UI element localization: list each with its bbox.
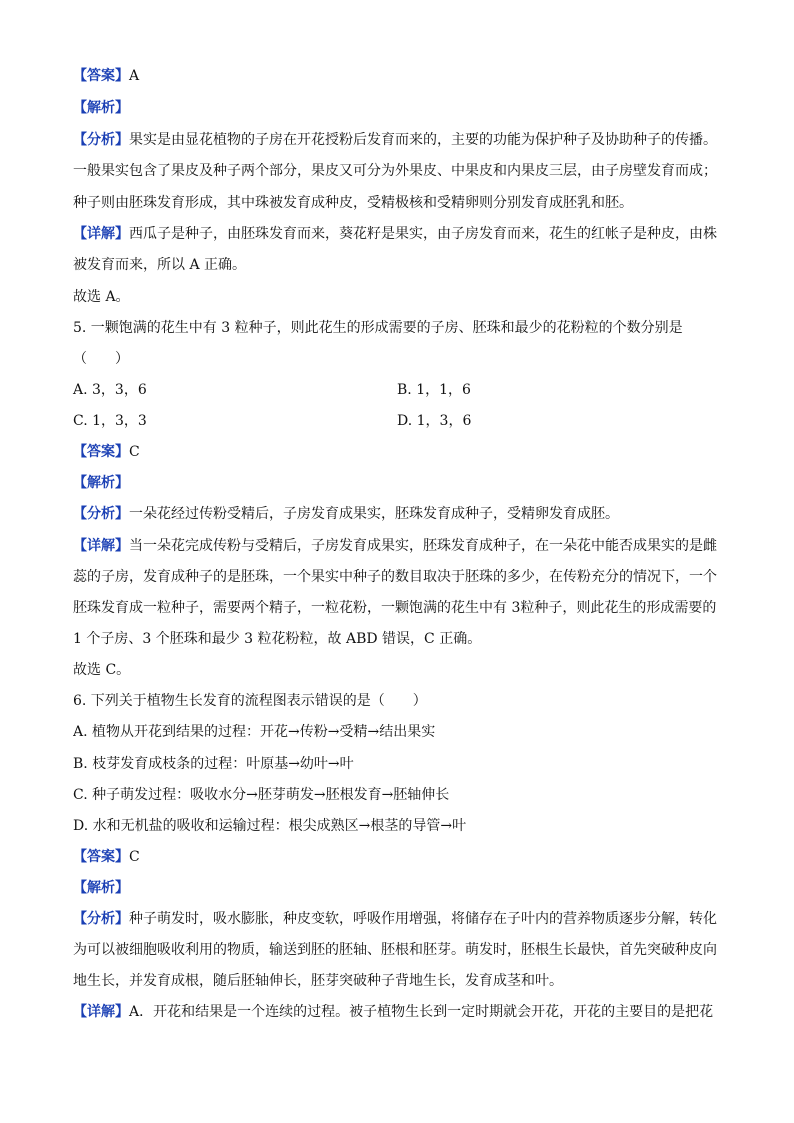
q6-analysis-line-2: 为可以被细胞吸收利用的物质，输送到胚的胚轴、胚根和胚芽。萌发时，胚根生长最快，首先突破种皮向 (73, 942, 717, 958)
q4-analysis-line-1 (73, 130, 723, 150)
q4-conclusion: 故选 A。 (73, 289, 130, 305)
q6-detail-text-1: A．开花和结果是一个连续的过程。被子植物生长到一定时期就会开花，开花的主要目的是把花 (129, 1004, 714, 1020)
q6-analysis-text-1: 种子萌发时，吸水膨胀，种皮变软，呼吸作用增强，将储存在子叶内的营养物质逐步分解，转化 (129, 911, 717, 927)
q6-analysis-line-3: 地生长，并发育成根，随后胚轴伸长，胚芽突破种子背地生长，发育成茎和叶。 (73, 973, 563, 989)
q5-option-c: C. 1，3，3 (73, 413, 147, 429)
analysis-tag: 【分析】 (73, 911, 129, 927)
q5-option-d: D. 1，3，6 (397, 413, 472, 429)
q4-analysis-line-2: 一般果实包含了果皮及种子两个部分，果皮又可分为外果皮、中果皮和内果皮三层，由子房壁发育而成； (73, 163, 717, 179)
analysis-tag: 【分析】 (73, 506, 129, 522)
q4-detail-text-1: 西瓜子是种子，由胚珠发育而来，葵花籽是果实，由子房发育而来，花生的红帐子是种皮，由株 (129, 226, 717, 242)
q4-analysis-text-1: 果实是由显花植物的子房在开花授粉后发育而来的，主要的功能为保护种子及协助种子的传播。 (129, 132, 717, 148)
q6-answer-line (73, 847, 723, 867)
q6-explanation-line (73, 878, 723, 898)
q5-option-b: B. 1，1，6 (397, 382, 471, 398)
q6-option-b: B. 枝芽发育成枝条的过程：叶原基→幼叶→叶 (73, 756, 354, 772)
analysis-tag: 【分析】 (73, 132, 129, 148)
q5-analysis-text-1: 一朵花经过传粉受精后，子房发育成果实，胚珠发育成种子，受精卵发育成胚。 (129, 506, 619, 522)
q5-answer-line (73, 442, 723, 462)
q4-detail-line-2: 被发育而来，所以 A 正确。 (73, 257, 247, 273)
q6-analysis-line-1 (73, 909, 723, 929)
q4-explanation-line (73, 98, 723, 118)
q6-option-c: C. 种子萌发过程：吸收水分→胚芽萌发→胚根发育→胚轴伸长 (73, 787, 450, 803)
q6-answer: C (129, 849, 140, 865)
q5-analysis-line-1 (73, 504, 723, 524)
q4-detail-line-1 (73, 224, 723, 244)
explanation-tag: 【解析】 (73, 475, 129, 491)
q5-detail-line-3: 胚珠发育成一粒种子，需要两个精子，一粒花粉，一颗饱满的花生中有 3粒种子，则此花生的形成需要的 (73, 600, 717, 616)
q5-detail-text-1: 当一朵花完成传粉与受精后，子房发育成果实，胚珠发育成种子，在一朵花中能否成果实的是雌 (129, 538, 717, 554)
q5-answer: C (129, 444, 140, 460)
q5-explanation-line (73, 473, 723, 493)
q6-option-d: D. 水和无机盐的吸收和运输过程：根尖成熟区→根茎的导管→叶 (73, 818, 467, 834)
q6-stem: 6. 下列关于植物生长发育的流程图表示错误的是（ ） (73, 693, 427, 709)
q5-detail-line-2: 蕊的子房，发育成种子的是胚珠，一个果实中种子的数目取决于胚珠的多少，在传粉充分的情况下，一个 (73, 569, 717, 585)
q4-answer: A (129, 68, 140, 84)
q5-stem-line-2: （ ） (73, 351, 129, 367)
q4-analysis-line-3: 种子则由胚珠发育形成，其中珠被发育成种皮，受精极核和受精卵则分别发育成胚乳和胚。 (73, 195, 633, 211)
q6-option-a: A. 植物从开花到结果的过程：开花→传粉→受精→结出果实 (73, 724, 436, 740)
answer-tag: 【答案】 (73, 849, 129, 865)
detail-tag: 【详解】 (73, 538, 129, 554)
explanation-tag: 【解析】 (73, 880, 129, 896)
q6-detail-line-1 (73, 1002, 723, 1022)
q4-answer-line (73, 66, 723, 86)
detail-tag: 【详解】 (73, 1004, 129, 1020)
q5-detail-line-4: 1 个子房、3 个胚珠和最少 3 粒花粉粒，故 ABD 错误，C 正确。 (73, 631, 482, 647)
explanation-tag: 【解析】 (73, 100, 129, 116)
q5-conclusion: 故选 C。 (73, 662, 131, 678)
detail-tag: 【详解】 (73, 226, 129, 242)
answer-tag: 【答案】 (73, 444, 129, 460)
q5-option-a: A. 3，3，6 (73, 382, 147, 398)
q5-detail-line-1 (73, 536, 723, 556)
q5-stem-line-1: 5. 一颗饱满的花生中有 3 粒种子，则此花生的形成需要的子房、胚珠和最少的花粉粒的个数分别是 (73, 320, 683, 336)
answer-tag: 【答案】 (73, 68, 129, 84)
